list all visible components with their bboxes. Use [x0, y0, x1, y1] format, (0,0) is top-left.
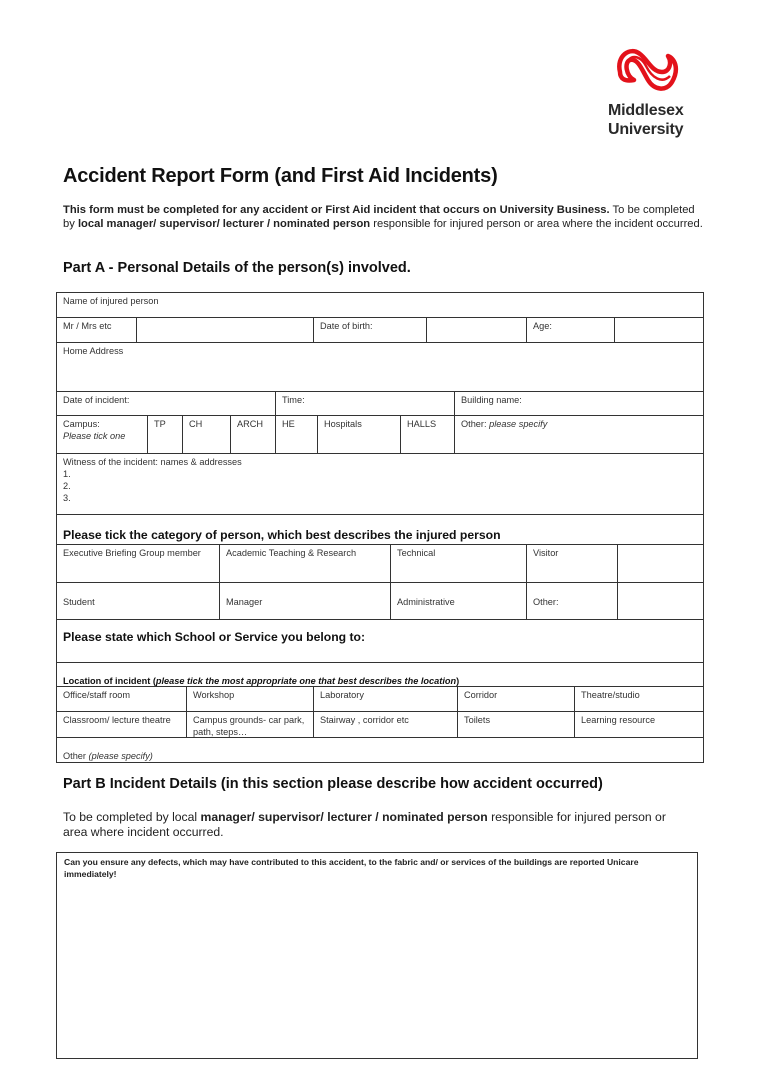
location-label: Theatre/studio: [581, 690, 640, 700]
category-other[interactable]: [526, 582, 618, 620]
part-b-heading: Part B Incident Details (in this section please describe how accident occurred): [63, 776, 603, 792]
logo-name-line1: Middlesex: [608, 102, 684, 119]
location-label: Learning resource: [581, 715, 656, 725]
category-student[interactable]: [56, 582, 220, 620]
category-label: Technical: [397, 548, 436, 558]
location-corridor[interactable]: [457, 686, 575, 712]
age-label-cell: [526, 317, 615, 343]
location-campus-grounds[interactable]: [186, 711, 314, 738]
location-heading-cell: [56, 662, 704, 687]
intro-text-1: To be completed by: [63, 204, 695, 230]
date-of-incident-label: Date of incident:: [63, 395, 130, 405]
time-label: Time:: [282, 395, 305, 405]
part-b-text-2: responsible for injured person or area where incident occurred.: [63, 810, 666, 839]
location-workshop[interactable]: [186, 686, 314, 712]
category-heading: Please tick the category of person, which best describes the injured person: [63, 528, 501, 542]
campus-other-label: Other:: [461, 419, 490, 429]
part-a-heading: Part A - Personal Details of the person(s) involved.: [63, 260, 411, 276]
category-heading-cell: [56, 514, 704, 545]
dob-label: Date of birth:: [320, 321, 373, 331]
campus-option-ch[interactable]: [182, 415, 231, 454]
age-label: Age:: [533, 321, 552, 331]
category-label: Other:: [533, 597, 559, 607]
location-label: Laboratory: [320, 690, 364, 700]
location-label: Stairway , corridor etc: [320, 715, 409, 725]
category-label: Executive Briefing Group member: [63, 548, 201, 558]
location-other-field[interactable]: [56, 737, 704, 763]
location-hint: please tick the most appropriate one that best describes the location: [155, 676, 457, 686]
campus-label: Campus:: [63, 419, 100, 429]
location-other-hint: (please specify): [88, 751, 153, 761]
campus-option-label: HALLS: [407, 419, 437, 429]
defects-note: Can you ensure any defects, which may have contributed to this accident, to the fabric and/ or services of the buildings are reported Unicare immediately!: [64, 857, 639, 879]
date-of-incident-field[interactable]: [56, 391, 276, 416]
category-manager[interactable]: [219, 582, 391, 620]
campus-option-halls[interactable]: [400, 415, 455, 454]
campus-option-label: CH: [189, 419, 203, 429]
building-name-field[interactable]: [454, 391, 704, 416]
title-input[interactable]: [136, 317, 314, 343]
witness-line-2: 2.: [63, 481, 71, 491]
age-input[interactable]: [614, 317, 704, 343]
title-label: Mr / Mrs etc: [63, 321, 112, 331]
campus-hint: Please tick one: [63, 431, 126, 441]
part-b-text-1: To be completed by local: [63, 810, 201, 824]
category-label: Visitor: [533, 548, 559, 558]
location-classroom[interactable]: [56, 711, 187, 738]
location-stairway[interactable]: [313, 711, 458, 738]
location-heading-close: ): [456, 676, 460, 686]
school-service-heading: Please state which School or Service you belong to:: [63, 630, 366, 644]
witness-label: Witness of the incident: names & addresses: [63, 457, 242, 467]
part-b-bold: manager/ supervisor/ lecturer / nominated person: [200, 810, 488, 824]
witness-line-1: 1.: [63, 469, 71, 479]
campus-option-arch[interactable]: [230, 415, 276, 454]
location-label: Office/staff room: [63, 690, 131, 700]
logo-swirl-icon: [610, 42, 686, 98]
location-heading: Location of incident (: [63, 676, 156, 686]
witness-field[interactable]: [56, 453, 704, 515]
time-field[interactable]: [275, 391, 455, 416]
name-field[interactable]: [56, 292, 704, 318]
logo-name-line2: University: [608, 121, 684, 138]
intro-bold-2: local manager/ supervisor/ lecturer / nominated person: [77, 218, 371, 230]
campus-option-label: TP: [154, 419, 166, 429]
category-academic[interactable]: [219, 544, 391, 583]
category-label: Academic Teaching & Research: [226, 548, 357, 558]
home-address-field[interactable]: [56, 342, 704, 392]
location-label: Toilets: [464, 715, 491, 725]
campus-other-field[interactable]: [454, 415, 704, 454]
intro-bold: This form must be completed for any accident or First Aid incident that occurs on University Business.: [63, 204, 610, 216]
building-name-label: Building name:: [461, 395, 522, 405]
dob-label-cell: [313, 317, 427, 343]
location-theatre-studio[interactable]: [574, 686, 704, 712]
location-label: Workshop: [193, 690, 235, 700]
category-label: Student: [63, 597, 95, 607]
incident-description-box[interactable]: [56, 852, 698, 1059]
location-label: Campus grounds- car park, path, steps…: [193, 715, 305, 737]
intro-paragraph: [63, 203, 703, 231]
witness-line-3: 3.: [63, 493, 71, 503]
name-label: Name of injured person: [63, 296, 159, 306]
category-label: Manager: [226, 597, 263, 607]
campus-option-hospitals[interactable]: [317, 415, 401, 454]
category-label: Administrative: [397, 597, 455, 607]
campus-option-he[interactable]: [275, 415, 318, 454]
location-toilets[interactable]: [457, 711, 575, 738]
location-learning-resource[interactable]: [574, 711, 704, 738]
part-b-instructions: [63, 810, 673, 840]
campus-option-tp[interactable]: [147, 415, 183, 454]
university-logo: [606, 42, 696, 142]
category-visitor[interactable]: [526, 544, 618, 583]
location-other-label: Other: [63, 751, 89, 761]
location-label: Corridor: [464, 690, 498, 700]
category-technical[interactable]: [390, 544, 527, 583]
intro-text-2: responsible for injured person or area where the incident occurred.: [370, 218, 703, 230]
campus-label-cell: [56, 415, 148, 454]
category-tick-box-2[interactable]: [617, 582, 704, 620]
dob-input[interactable]: [426, 317, 527, 343]
campus-option-label: ARCH: [237, 419, 264, 429]
location-laboratory[interactable]: [313, 686, 458, 712]
campus-option-label: Hospitals: [324, 419, 362, 429]
page-title: Accident Report Form (and First Aid Incidents): [63, 165, 498, 187]
campus-option-label: HE: [282, 419, 295, 429]
campus-other-hint: please specify: [489, 419, 548, 429]
category-administrative[interactable]: [390, 582, 527, 620]
location-label: Classroom/ lecture theatre: [63, 715, 171, 725]
title-label-cell: [56, 317, 137, 343]
home-address-label: Home Address: [63, 346, 124, 356]
school-service-field[interactable]: [56, 619, 704, 663]
category-tick-box-1[interactable]: [617, 544, 704, 583]
location-office[interactable]: [56, 686, 187, 712]
category-executive-briefing[interactable]: [56, 544, 220, 583]
